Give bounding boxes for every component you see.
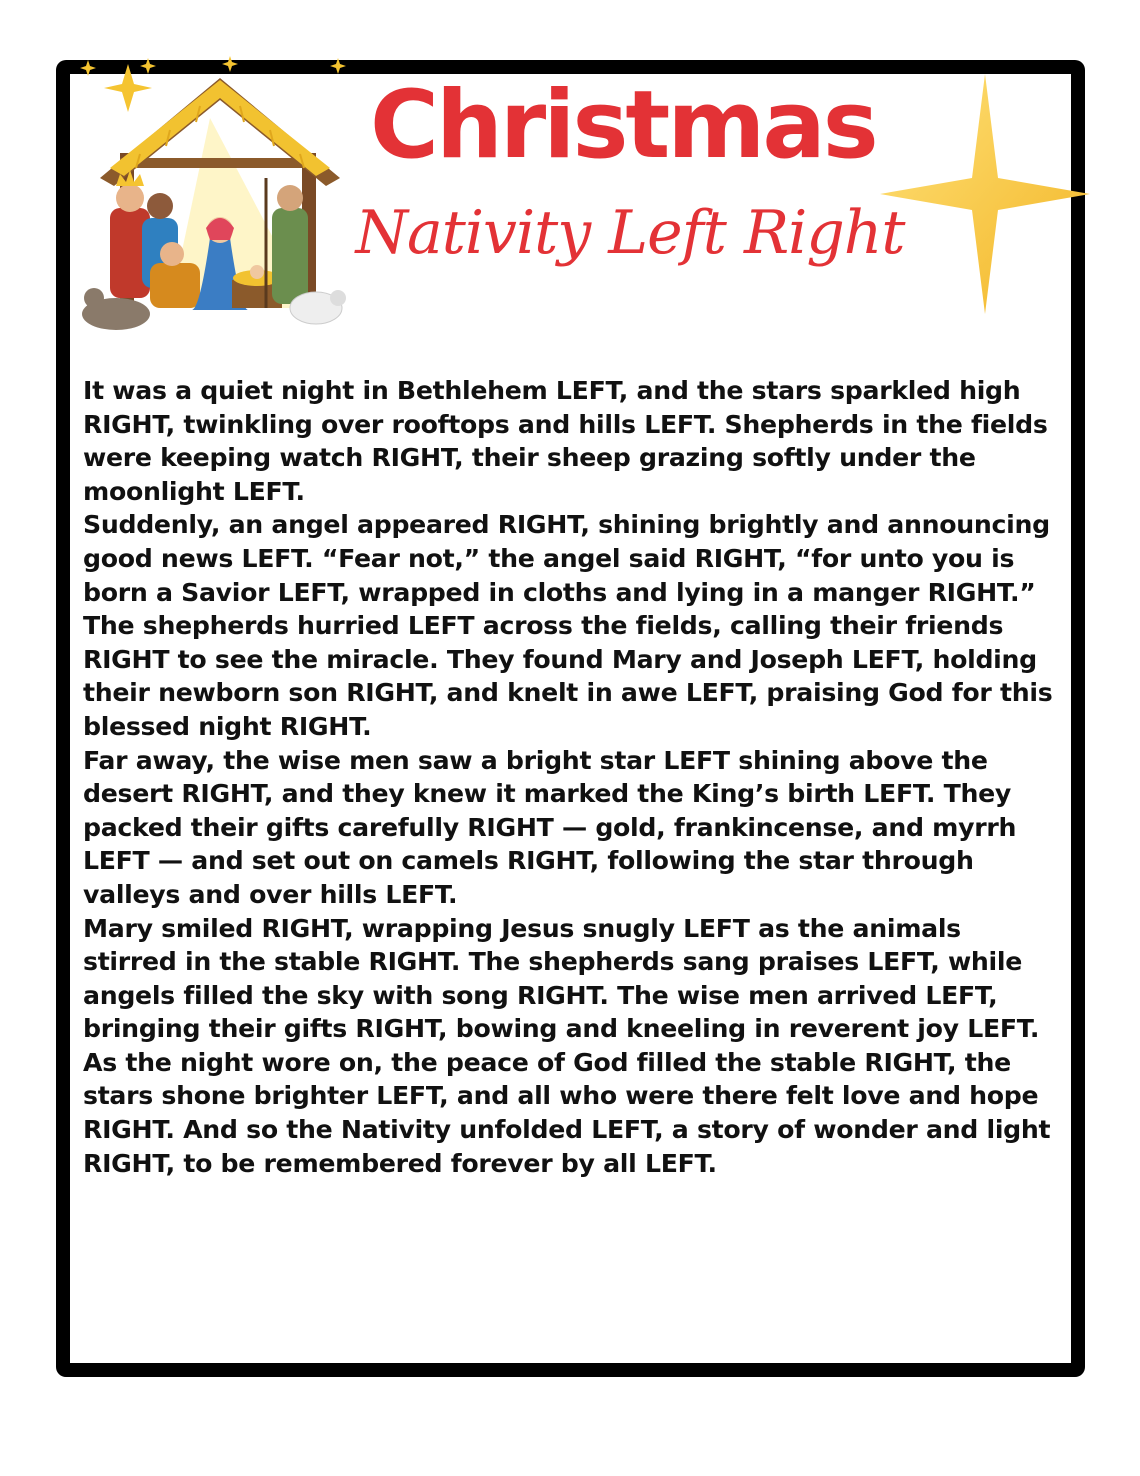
story-paragraph: Suddenly, an angel appeared RIGHT, shining brightly and announcing good news LEFT. “Fear not,” the angel said RIGHT, “for unto you is born a Savior LEFT, wrapped in cloths and lying in a manger RIGHT.” — [83, 510, 1050, 607]
page-subtitle: Nativity Left Right — [355, 198, 905, 268]
story-paragraph: The shepherds hurried LEFT across the fields, calling their friends RIGHT to see the miracle. They found Mary and Joseph LEFT, holding their newborn son RIGHT, and knelt in awe LEFT, praising God for this blessed night RIGHT. — [83, 611, 1053, 741]
story-paragraph: Mary smiled RIGHT, wrapping Jesus snugly LEFT as the animals stirred in the stable RIGHT. The shepherds sang praises LEFT, while angels filled the sky with song RIGHT. The wise men arrived LEFT, bringing their gifts RIGHT, bowing and kneeling in reverent joy LEFT. — [83, 913, 1040, 1044]
story-paragraph: It was a quiet night in Bethlehem LEFT, and the stars sparkled high RIGHT, twinkling over rooftops and hills LEFT. Shepherds in the fields were keeping watch RIGHT, their sheep grazing softly under the moonlight LEFT. — [83, 376, 1048, 506]
gold-star-icon — [880, 74, 1090, 314]
story-paragraph: Far away, the wise men saw a bright star LEFT shining above the desert RIGHT, and they knew it marked the King’s birth LEFT. They packed their gifts carefully RIGHT — gold, frankincense, and myrrh LEFT — and set out on camels RIGHT, following the star through valleys and over hills LEFT. — [83, 745, 1017, 909]
story-paragraph: As the night wore on, the peace of God filled the stable RIGHT, the stars shone brighter LEFT, and all who were there felt love and hope RIGHT. And so the Nativity unfolded LEFT, a story of wonder and light RIGHT, to be remembered forever by all LEFT. — [83, 1047, 1051, 1178]
page-title: Christmas — [370, 71, 876, 180]
story-text — [83, 374, 1059, 1180]
nativity-scene-illustration — [80, 58, 360, 338]
